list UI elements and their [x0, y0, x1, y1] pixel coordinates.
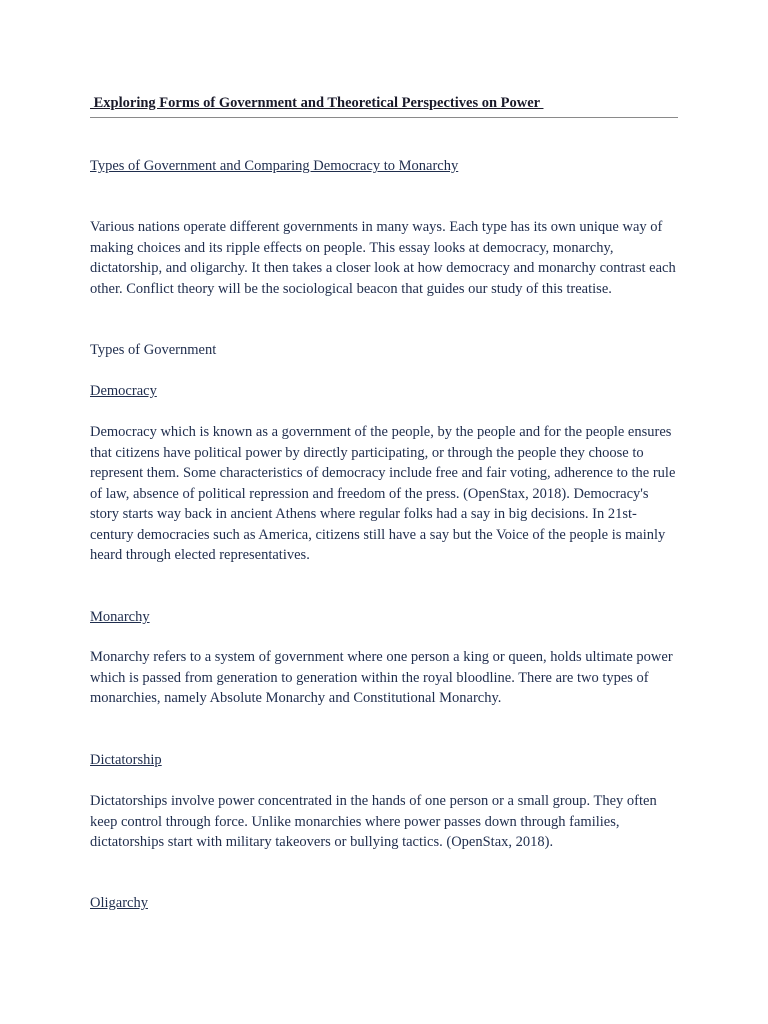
monarchy-heading: Monarchy [90, 609, 150, 625]
democracy-heading: Democracy [90, 383, 157, 399]
monarchy-paragraph: Monarchy refers to a system of government where one person a king or queen, holds ultimate power which is passed from generation to generation within the royal bloodline. There are two types of monarchies, namely Absolute Monarchy and Constitutional Monarchy. [90, 649, 673, 706]
document-title: Exploring Forms of Government and Theoretical Perspectives on Power [90, 95, 544, 111]
section-heading: Types of Government [90, 342, 217, 358]
oligarchy-heading: Oligarchy [90, 895, 148, 911]
dictatorship-paragraph: Dictatorships involve power concentrated in the hands of one person or a small group. They often keep control through force. Unlike monarchies where power passes down through families, dictatorships start with military takeovers or bullying tactics. (OpenStax, 2018). [90, 793, 657, 850]
dictatorship-heading: Dictatorship [90, 752, 162, 768]
title-divider [90, 117, 678, 118]
democracy-paragraph: Democracy which is known as a government of the people, by the people and for the people ensures that citizens have political power by directly participating, or through the people they choose to represent them. Some characteristics of democracy include free and fair voting, adherence to the rule of law, absence of political repression and freedom of the press. (OpenStax, 2018). Democracy's story starts way back in ancient Athens where regular folks had a say in big decisions. In 21st-century democracies such as America, citizens still have a say but the Voice of the people is mainly heard through elected representatives. [90, 424, 676, 563]
document-subtitle: Types of Government and Comparing Democracy to Monarchy [90, 158, 459, 174]
intro-paragraph: Various nations operate different governments in many ways. Each type has its own unique way of making choices and its ripple effects on people. This essay looks at democracy, monarchy, dictatorship, and oligarchy. It then takes a closer look at how democracy and monarchy contrast each other. Conflict theory will be the sociological beacon that guides our study of this treatise. [90, 219, 676, 297]
